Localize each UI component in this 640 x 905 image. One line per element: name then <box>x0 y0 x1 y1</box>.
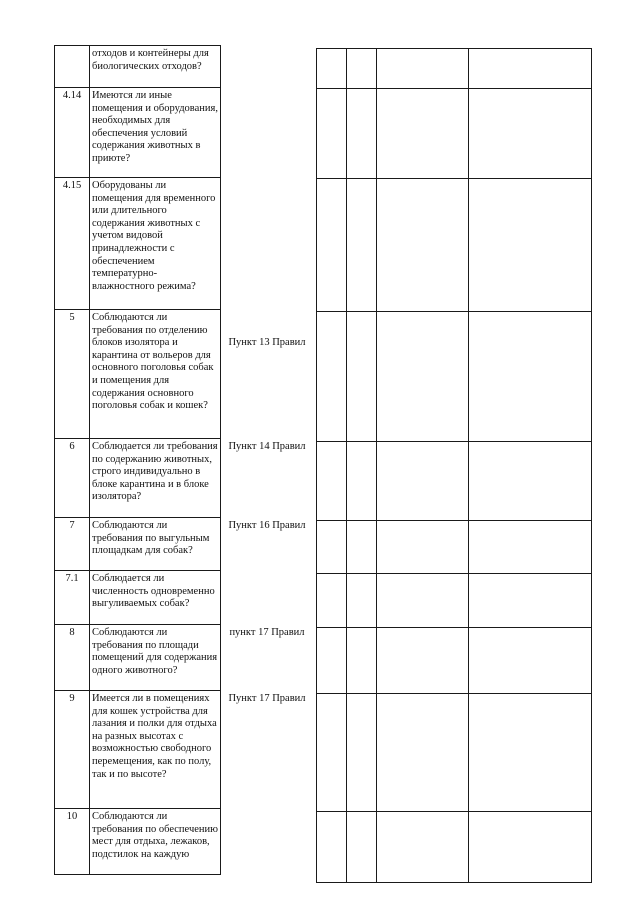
row-number: 5 <box>69 312 75 323</box>
row-divider <box>54 690 221 691</box>
row-divider <box>54 87 221 88</box>
right-table-bottom <box>316 882 592 883</box>
right-row-divider <box>316 627 592 628</box>
row-divider <box>54 177 221 178</box>
row-number: 9 <box>69 693 75 704</box>
right-table-col-divider <box>468 48 469 883</box>
right-row-divider <box>316 88 592 89</box>
left-table-border-left <box>54 45 55 875</box>
row-number: 8 <box>69 627 75 638</box>
row-divider <box>54 517 221 518</box>
row-question: отходов и контейнеры для биологических отходов? <box>92 48 209 72</box>
row-legal-reference: Пункт 14 Правил <box>228 441 306 452</box>
row-question: Имеется ли в помещениях для кошек устройства для лазания и полки для отдыха на разных высотах с возможностью свободного перемещения, как по полу, так и по высоте? <box>92 693 217 780</box>
row-question: Соблюдаются ли требования по выгульным площадкам для собак? <box>92 520 210 557</box>
row-number: 4.15 <box>62 180 82 191</box>
left-table-top <box>54 45 221 46</box>
row-number: 7 <box>69 520 75 531</box>
row-question: Соблюдаются ли требования по обеспечению мест для отдыха, лежаков, подстилок на каждую <box>92 811 218 860</box>
row-number: 6 <box>69 441 75 452</box>
row-legal-reference: пункт 17 Правил <box>229 627 305 638</box>
left-table-col-divider <box>89 45 90 875</box>
right-table-border-left <box>316 48 317 883</box>
row-divider <box>54 570 221 571</box>
right-row-divider <box>316 693 592 694</box>
row-legal-reference: Пункт 17 Правил <box>228 693 306 704</box>
right-row-divider <box>316 311 592 312</box>
row-divider <box>54 438 221 439</box>
right-table-col-divider <box>346 48 347 883</box>
right-row-divider <box>316 178 592 179</box>
right-row-divider <box>316 573 592 574</box>
row-legal-reference: Пункт 13 Правил <box>228 337 306 348</box>
row-question: Имеются ли иные помещения и оборудования, необходимых для обеспечения условий содержания животных в приюте? <box>92 90 218 164</box>
right-row-divider <box>316 811 592 812</box>
left-table-border-right <box>220 45 221 875</box>
row-divider <box>54 309 221 310</box>
row-divider <box>54 624 221 625</box>
right-row-divider <box>316 441 592 442</box>
row-question: Соблюдаются ли требования по отделению блоков изолятора и карантина от вольеров для основного поголовья собак и помещения для содержания основного поголовья собак и кошек? <box>92 312 214 412</box>
row-divider <box>54 808 221 809</box>
row-question: Соблюдается ли требования по содержанию животных, строго индивидуально в блоке карантина и в блоке изолятора? <box>92 441 218 503</box>
row-question: Соблюдаются ли требования по площади помещений для содержания одного животного? <box>92 627 218 676</box>
row-legal-reference: Пункт 16 Правил <box>228 520 306 531</box>
right-table-col-divider <box>376 48 377 883</box>
right-table-top <box>316 48 592 49</box>
row-number: 10 <box>66 811 78 822</box>
row-number: 7.1 <box>65 573 79 584</box>
row-question: Оборудованы ли помещения для временного или длительного содержания животных с учетом видовой принадлежности с обеспечением температурно-влажностного режима? <box>92 180 216 292</box>
row-question: Соблюдается ли численность одновременно выгуливаемых собак? <box>92 573 215 610</box>
left-table-bottom <box>54 874 221 875</box>
right-table-border-right <box>591 48 592 883</box>
row-number: 4.14 <box>62 90 82 101</box>
right-row-divider <box>316 520 592 521</box>
